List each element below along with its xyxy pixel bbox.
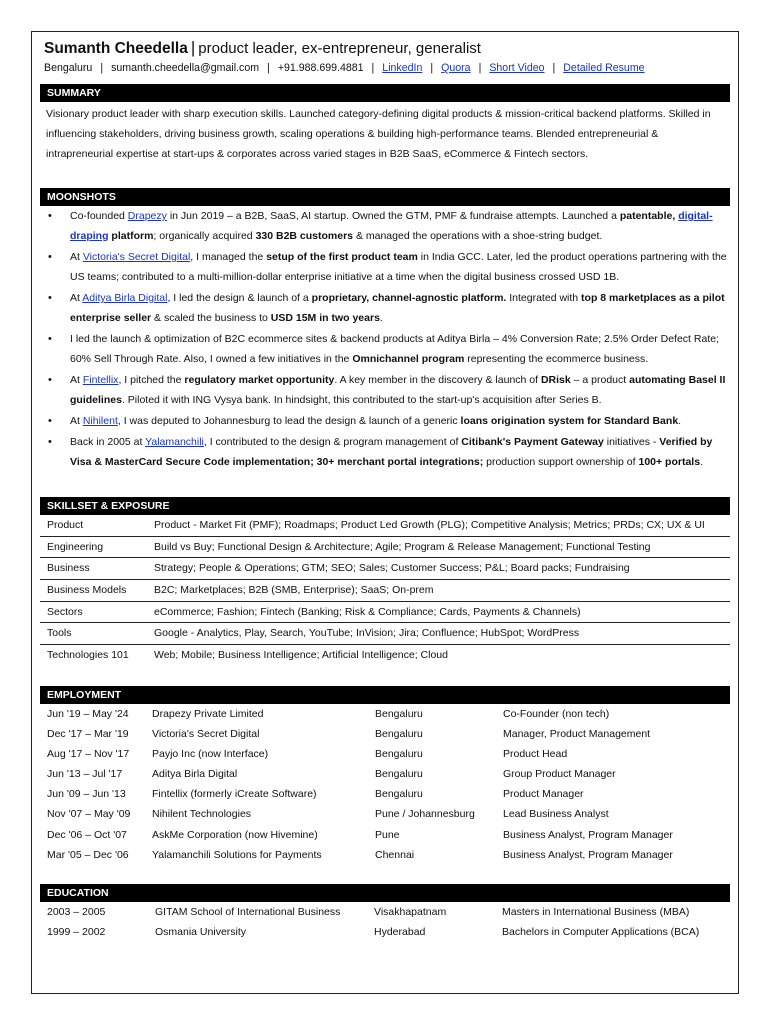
table-row	[40, 580, 730, 602]
table-row: Dec '06 – Oct '07 AskMe Corporation (now Hivemine) Pune Business Analyst, Program Manager	[47, 828, 673, 841]
skill-values: Web; Mobile; Business Intelligence; Artificial Intelligence; Cloud	[154, 649, 448, 662]
list-item: • At Aditya Birla Digital, I led the design & launch of a proprietary, channel-agnostic platform. Integrated with top 8 marketplaces as a pilot enterprise seller & scaled the business to USD 15M in two years.	[46, 288, 728, 328]
skill-values: Strategy; People & Operations; GTM; SEO; Sales; Customer Success; P&L; Board packs; Fundraising	[154, 562, 630, 575]
phone: +91.988.699.4881	[277, 62, 364, 74]
table-row	[40, 623, 730, 645]
table-row: Nov '07 – May '09 Nihilent Technologies Pune / Johannesburg Lead Business Analyst	[47, 808, 609, 821]
title-separator: |	[190, 38, 196, 57]
summary-text: Visionary product leader with sharp execution skills. Launched category-defining digital products & mission-critical backend platforms. Skilled in influencing stakeholders, driving business growth, scaling operations & building high-performance teams. Blended entrepreneurial & intrapreneurial expertise at start-ups & corporates across varied stages in B2B SaaS, eCommerce & Fintech sectors.	[46, 108, 711, 160]
skills-table	[40, 515, 730, 666]
candidate-tagline: product leader, ex-entrepreneur, generalist	[198, 40, 481, 57]
education-table	[40, 902, 730, 942]
skill-category: Engineering	[47, 540, 104, 553]
employment-heading: EMPLOYMENT	[40, 686, 730, 704]
skill-values: Build vs Buy; Functional Design & Architecture; Agile; Program & Release Management; Functional Testing	[154, 540, 651, 553]
list-item: • Co-founded Drapezy in Jun 2019 – a B2B, SaaS, AI startup. Owned the GTM, PMF & fundraise attempts. Launched a patentable, digital-draping platform; organically acquired 330 B2B customers & managed the operations with a shoe-string budget.	[46, 206, 728, 246]
table-row	[40, 515, 730, 537]
education-heading: EDUCATION	[40, 884, 730, 902]
list-item: • At Fintellix, I pitched the regulatory market opportunity. A key member in the discovery & launch of DRisk – a product automating Basel II guidelines. Piloted it with ING Vysya bank. In hindsight, this contributed to the start-up's acquisition after Series B.	[46, 370, 728, 410]
skill-values: Product - Market Fit (PMF); Roadmaps; Product Led Growth (PLG); Competitive Analysis; Metrics; PRDs; CX; UX & UI	[154, 519, 705, 531]
yalamanchili-link[interactable]: Yalamanchili	[145, 436, 204, 448]
skills-heading: SKILLSET & EXPOSURE	[40, 497, 730, 515]
table-row: 1999 – 2002 Osmania University Hyderabad Bachelors in Computer Applications (BCA)	[47, 926, 700, 938]
skill-category: Technologies 101	[47, 649, 129, 662]
nihilent-link[interactable]: Nihilent	[82, 415, 118, 427]
moonshots-heading: MOONSHOTS	[40, 188, 730, 206]
quora-link[interactable]: Quora	[441, 62, 471, 74]
skill-category: Business Models	[47, 584, 127, 597]
list-item: • I led the launch & optimization of B2C ecommerce sites & backend products at Aditya Birla – 4% Conversion Rate; 2.5% Order Defect Rate; 60% Sell Through Rate. Also, I owned a few initiatives in the Omnichannel program representing the ecommerce business.	[46, 329, 728, 369]
skill-values: eCommerce; Fashion; Fintech (Banking; Risk & Compliance; Cards, Payments & Channels)	[154, 605, 581, 618]
table-row	[40, 645, 730, 666]
location: Bengaluru	[44, 62, 93, 74]
table-row: Aug '17 – Nov '17 Payjo Inc (now Interface) Bengaluru Product Head	[47, 748, 568, 761]
skill-category: Product	[47, 519, 84, 531]
table-row: Mar '05 – Dec '06 Yalamanchili Solutions for Payments Chennai Business Analyst, Program Manager	[47, 848, 673, 861]
table-row: Jun '13 – Jul '17 Aditya Birla Digital Bengaluru Group Product Manager	[47, 768, 616, 781]
resume-page	[31, 31, 739, 994]
table-row: Jun '19 – May '24 Drapezy Private Limited Bengaluru Co-Founder (non tech)	[47, 708, 610, 720]
skill-values: Google - Analytics, Play, Search, YouTube; InVision; Jira; Confluence; HubSpot; WordPress	[154, 627, 580, 640]
list-item: • Back in 2005 at Yalamanchili, I contributed to the design & program management of Citibank's Payment Gateway initiatives - Verified by Visa & MasterCard Secure Code implementation; 30+ merchant portal integrations; production support ownership of 100+ portals.	[46, 432, 728, 472]
moonshots-list	[46, 206, 728, 473]
table-row	[40, 537, 730, 559]
skill-category: Tools	[47, 627, 72, 640]
email: sumanth.cheedella@gmail.com	[111, 62, 260, 74]
aditya-birla-link[interactable]: Aditya Birla Digital	[82, 292, 168, 304]
skill-category: Business	[47, 562, 90, 575]
list-item: • At Nihilent, I was deputed to Johannesburg to lead the design & launch of a generic loans origination system for Standard Bank.	[46, 411, 728, 431]
linkedin-link[interactable]: LinkedIn	[382, 62, 423, 74]
fintellix-link[interactable]: Fintellix	[82, 374, 119, 386]
employment-table	[40, 704, 730, 865]
short-video-link[interactable]: Short Video	[489, 62, 545, 74]
table-row	[40, 558, 730, 580]
skill-values: B2C; Marketplaces; B2B (SMB, Enterprise); SaaS; On-prem	[154, 584, 434, 597]
contact-line: Bengaluru | sumanth.cheedella@gmail.com | +91.988.699.4881 | LinkedIn | Quora | Short Video | Detailed Resume	[44, 62, 645, 74]
table-row: Jun '09 – Jun '13 Fintellix (formerly iCreate Software) Bengaluru Product Manager	[47, 788, 584, 801]
table-row	[40, 602, 730, 624]
victorias-secret-link[interactable]: Victoria's Secret Digital	[82, 251, 191, 263]
table-row: 2003 – 2005 GITAM School of International Business Visakhapatnam Masters in International Business (MBA)	[47, 906, 690, 918]
drapezy-link[interactable]: Drapezy	[127, 210, 167, 222]
summary-heading: SUMMARY	[40, 84, 730, 102]
detailed-resume-link[interactable]: Detailed Resume	[563, 62, 645, 74]
name-line	[44, 38, 730, 59]
table-row: Dec '17 – Mar '19 Victoria's Secret Digital Bengaluru Manager, Product Management	[47, 728, 651, 741]
resume-header	[44, 38, 730, 75]
list-item: • At Victoria's Secret Digital, I managed the setup of the first product team in India GCC. Later, led the product operations partnering with the US teams; contributed to a multi-million-dollar enterprise initiative at a time when the digital business crossed USD 1B.	[46, 247, 728, 287]
skill-category: Sectors	[47, 605, 83, 618]
candidate-name: Sumanth Cheedella	[44, 40, 188, 57]
digital-draping-link[interactable]: digital-draping	[70, 210, 713, 242]
